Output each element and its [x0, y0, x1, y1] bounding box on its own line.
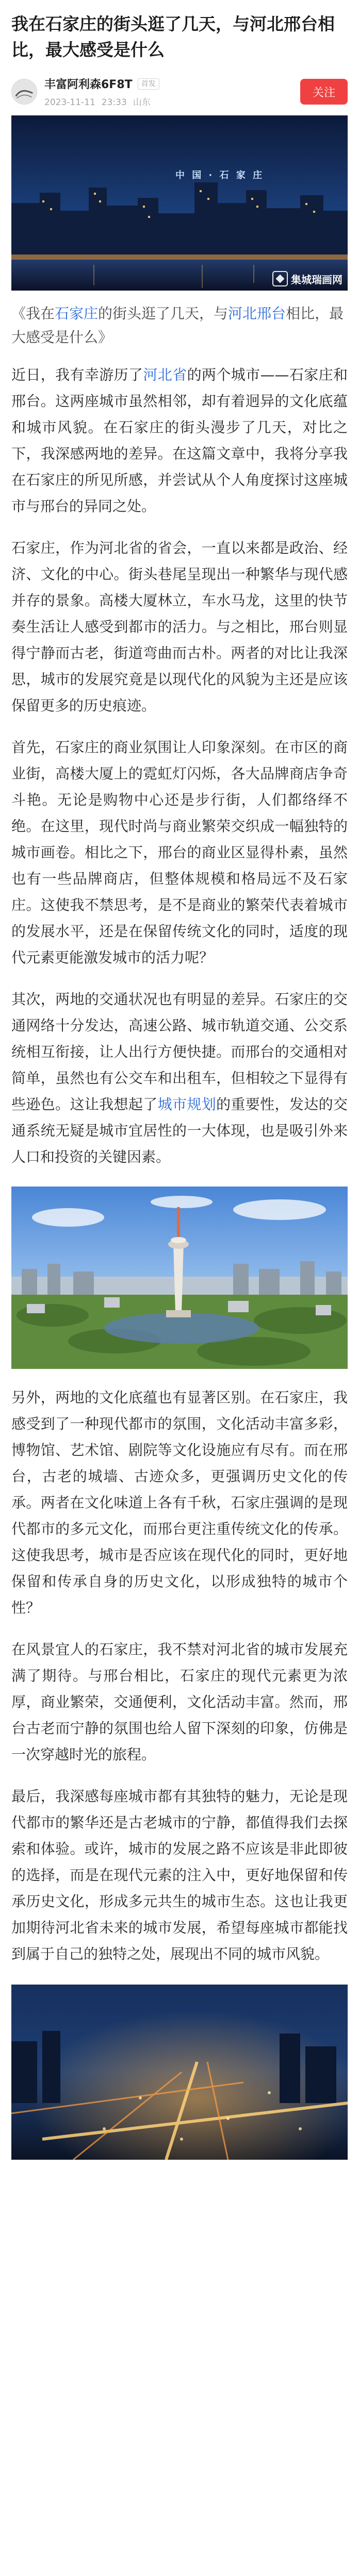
author-line: [44, 76, 300, 92]
paragraph-6: 在风景宜人的石家庄，我不禁对河北省的城市发展充满了期待。与邢台相比，石家庄的现代元素更为浓厚，商业繁荣，交通便利，文化活动丰富。然而，邢台古老而宁静的氛围也给人留下深刻的印象，仿佛是一次穿越时光的旅程。: [11, 1641, 348, 1763]
night-skyline-illustration: [11, 115, 348, 291]
watermark-text: 集城瑞画网: [291, 273, 342, 286]
p4-text-a: 其次，两地的交通状况也有明显的差异。石家庄的交通网络十分发达，高速公路、城市轨道交通、公交系统相互衔接，让人出行方便快捷。而邢台的交通相对简单，虽然也有公交车和出租车，但相较之下显得有些逊色。这让我想起了: [11, 991, 348, 1113]
author-name[interactable]: 丰富阿利森6F8T: [44, 78, 133, 91]
watermark-logo-icon: [272, 271, 288, 286]
publish-date: 2023-11-11: [44, 97, 95, 108]
image-caption: [11, 302, 348, 349]
article-title: 我在石家庄的街头逛了几天，与河北邢台相比，最大感受是什么: [11, 14, 335, 60]
original-tag-badge: 首发: [138, 78, 159, 90]
avatar[interactable]: [11, 79, 37, 105]
paragraph-1: [11, 362, 348, 519]
p1-text-b: 的两个城市——石家庄和邢台。这两座城市虽然相邻，却有着迥异的文化底蕴和城市风貌。在石家庄的街头漫步了几天，对比之下，我深感两地的差异。在这篇文章中，我将分享我在石家庄的所见所感，并尝试从个人角度探讨这座城市与邢台的异同之处。: [11, 366, 348, 515]
link-shijiazhuang[interactable]: 石家庄: [55, 305, 99, 322]
night-aerial-illustration: [11, 1985, 348, 2160]
paragraph-2: 石家庄，作为河北省的省会，一直以来都是政治、经济、文化的中心。街头巷尾呈现出一种繁华与现代感并存的景象。高楼大厦林立，车水马龙，这里的快节奏生活让人感受到都市的活力。与之相比，邢台则显得宁静而古老，街道弯曲而古朴。两者的对比让我深思，城市的发展究竟是以现代化的风貌为主还是应该保留更多的历史痕迹。: [11, 539, 348, 714]
paragraph-3: 首先，石家庄的商业氛围让人印象深刻。在市区的商业街，高楼大厦上的霓虹灯闪烁，各大品牌商店争奇斗艳。无论是购物中心还是步行街，人们都络绎不绝。在这里，现代时尚与商业繁荣交织成一幅独特的城市画卷。相比之下，邢台的商业区显得朴素，虽然也有一些品牌商店，但整体规模和格局远不及石家庄。这使我不禁思考，是不是商业的繁荣代表着城市的发展水平，还是在保留传统文化的同时，适度的现代元素更能激发城市的活力呢？: [11, 739, 348, 966]
follow-button[interactable]: 关注: [300, 79, 348, 105]
avatar-image-icon: [12, 79, 37, 105]
link-hebei-province[interactable]: 河北省: [143, 366, 187, 383]
watermark: [272, 271, 342, 286]
paragraph-5: 另外，两地的文化底蕴也有显著区别。在石家庄，我感受到了一种现代都市的氛围，文化活动丰富多彩，博物馆、艺术馆、剧院等文化设施应有尽有。而在邢台，古老的城墙、古迹众多，更强调历史文化的传承。两者在文化味道上各有千秋，石家庄强调的是现代都市的多元文化，而邢台更注重传统文化的传承。这使我思考，城市是否应该在现代化的同时，更好地保留和传承自身的历史文化，以形成独特的城市个性？: [11, 1389, 348, 1616]
city-night-aerial-photo[interactable]: [11, 1985, 348, 2160]
sky-text-overlay: 中 国 · 石 家 庄: [175, 170, 265, 181]
p4-text-b: 的重要性，发达的交通系统无疑是城市宜居性的一大体现，也是吸引外来人口和投资的关键因素。: [11, 1096, 348, 1165]
aerial-city-illustration: [11, 1187, 348, 1369]
publish-info: [44, 95, 300, 108]
paragraph-4: [11, 986, 348, 1170]
city-aerial-photo[interactable]: [11, 1187, 348, 1369]
author-row: [11, 68, 348, 115]
link-hebei-xingtai[interactable]: 河北邢台: [228, 305, 286, 322]
publish-location: 山东: [133, 97, 151, 108]
paragraph-7: 最后，我深感每座城市都有其独特的魅力，无论是现代都市的繁华还是古老城市的宁静，都值得我们去探索和体验。或许，城市的发展之路不应该是非此即彼的选择，而是在现代元素的注入中，更好地保留和传承历史文化，形成多元共生的城市生态。这也让我更加期待河北省未来的城市发展，希望每座城市都能找到属于自己的独特之处，展现出不同的城市风貌。: [11, 1788, 348, 1962]
p1-text-a: 近日，我有幸游历了: [11, 366, 143, 383]
link-urban-planning[interactable]: 城市规划: [157, 1096, 217, 1113]
author-meta: [44, 76, 300, 108]
caption-mid2: 相比，最大感受是什么》: [11, 305, 344, 346]
publish-time: 23:33: [101, 97, 127, 108]
caption-open: 《我在: [11, 305, 55, 322]
city-night-photo[interactable]: [11, 115, 348, 291]
caption-mid1: 的街头逛了几天，与: [98, 305, 229, 322]
